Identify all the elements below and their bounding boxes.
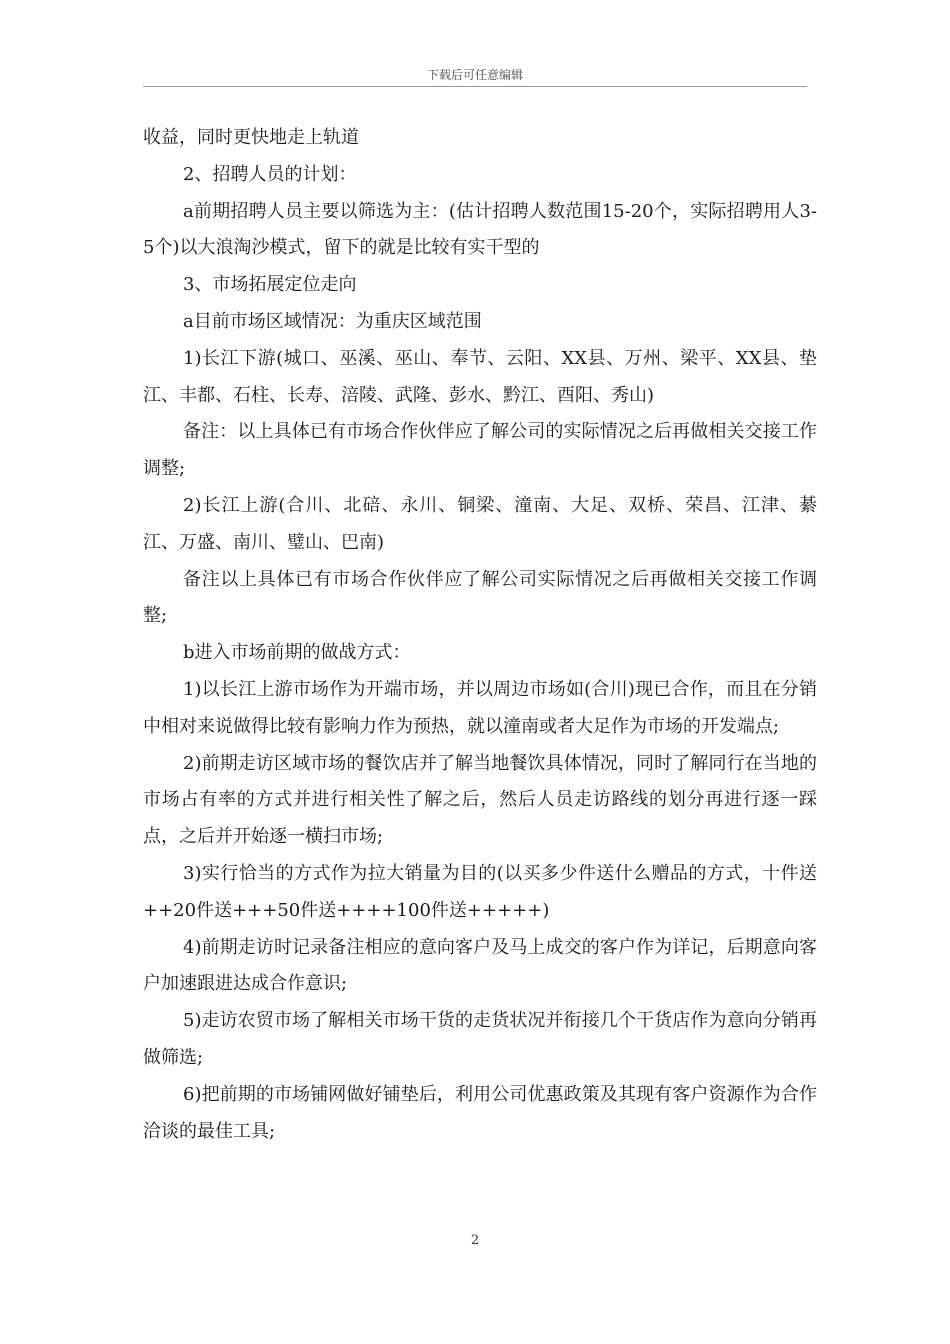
- paragraph: 5)走访农贸市场了解相关市场干货的走货状况并衔接几个干货店作为意向分销再做筛选;: [143, 1010, 817, 1068]
- header-divider: [143, 86, 807, 87]
- paragraph: 备注：以上具体已有市场合作伙伴应了解公司的实际情况之后再做相关交接工作调整;: [143, 421, 817, 480]
- paragraph: 2)长江上游(合川、北碚、永川、铜梁、潼南、大足、双桥、荣昌、江津、綦江、万盛、南川、璧山、巴南): [143, 494, 817, 553]
- paragraph: 3)实行恰当的方式作为拉大销量为目的(以买多少件送什么赠品的方式，十件送++20件送+++50件送++++100件送+++++): [143, 862, 817, 921]
- paragraph: 3、市场拓展定位走向: [183, 274, 357, 296]
- paragraph: 2、招聘人员的计划：: [183, 163, 357, 185]
- paragraph: 1)以长江上游市场作为开端市场，并以周边市场如(合川)现已合作，而且在分销中相对来说做得比较有影响力作为预热，就以潼南或者大足作为市场的开发端点;: [143, 678, 817, 737]
- paragraph: 6)把前期的市场铺网做好铺垫后，利用公司优惠政策及其现有客户资源作为合作洽谈的最佳工具;: [143, 1083, 817, 1142]
- document-body: [143, 120, 817, 1150]
- paragraph: 4)前期走访时记录备注相应的意向客户及马上成交的客户作为详记，后期意向客户加速跟进达成合作意识;: [143, 936, 817, 995]
- paragraph: 收益，同时更快地走上轨道: [143, 127, 359, 148]
- paragraph: b进入市场前期的做战方式：: [183, 642, 411, 664]
- paragraph: a目前市场区域情况：为重庆区域范围: [183, 310, 482, 332]
- paragraph: 备注以上具体已有市场合作伙伴应了解公司实际情况之后再做相关交接工作调整;: [143, 568, 817, 627]
- paragraph: 2)前期走访区域市场的餐饮店并了解当地餐饮具体情况，同时了解同行在当地的市场占有率的方式并进行相关性了解之后，然后人员走访路线的划分再进行逐一踩点，之后并开始逐一横扫市场;: [143, 752, 817, 848]
- paragraph: 1)长江下游(城口、巫溪、巫山、奉节、云阳、XX县、万州、梁平、XX县、垫江、丰都、石柱、长寿、涪陵、武隆、彭水、黔江、酉阳、秀山): [143, 347, 817, 406]
- paragraph: a前期招聘人员主要以筛选为主：(估计招聘人数范围15-20个，实际招聘用人3-5个)以大浪淘沙模式，留下的就是比较有实干型的: [143, 200, 817, 259]
- page-header: 下载后可任意编辑: [426, 68, 523, 82]
- page-number: 2: [470, 1233, 480, 1248]
